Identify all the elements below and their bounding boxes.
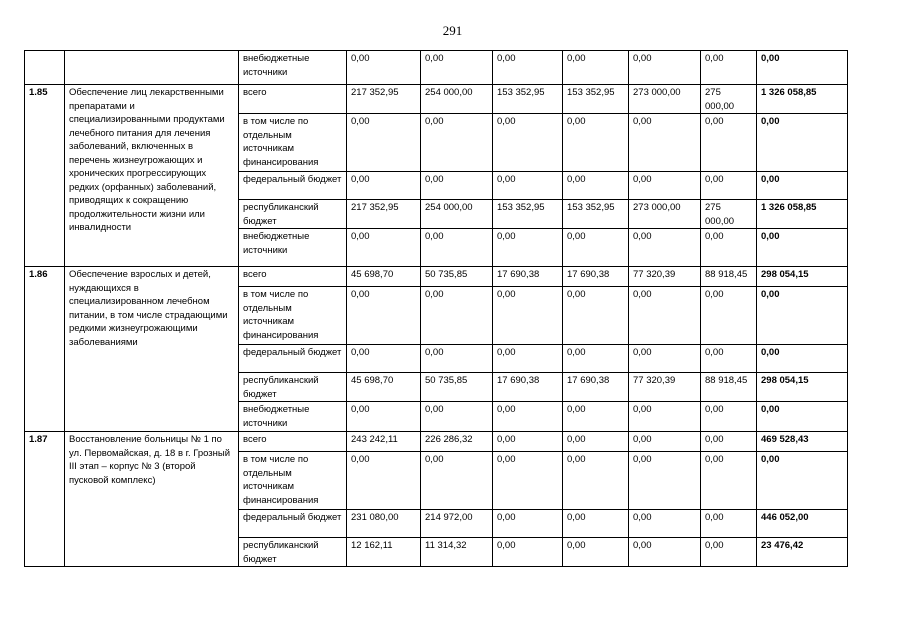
value-cell: 0,00	[347, 229, 421, 267]
value-cell: 0,00	[563, 345, 629, 373]
value-cell: 0,00	[493, 432, 563, 452]
funding-source-cell: всего	[239, 85, 347, 114]
value-cell: 0,00	[347, 51, 421, 85]
value-cell: 17 690,38	[563, 267, 629, 287]
value-cell: 0,00	[629, 229, 701, 267]
value-cell: 243 242,11	[347, 432, 421, 452]
funding-source-cell: в том числе по отдельным источникам финансирования	[239, 452, 347, 510]
funding-source-cell: республиканский бюджет	[239, 200, 347, 229]
value-cell: 0,00	[493, 452, 563, 510]
value-cell: 0,00	[563, 538, 629, 567]
value-cell: 0,00	[421, 287, 493, 345]
value-cell: 45 698,70	[347, 373, 421, 402]
value-cell: 0,00	[421, 402, 493, 432]
value-cell: 0,00	[563, 510, 629, 538]
table-row	[25, 267, 848, 287]
funding-source-cell: в том числе по отдельным источникам финансирования	[239, 287, 347, 345]
funding-source-cell: федеральный бюджет	[239, 510, 347, 538]
funding-source-cell: федеральный бюджет	[239, 345, 347, 373]
value-cell: 0,00	[701, 172, 757, 200]
total-value-cell: 0,00	[757, 114, 848, 172]
value-cell: 226 286,32	[421, 432, 493, 452]
value-cell: 45 698,70	[347, 267, 421, 287]
value-cell: 0,00	[347, 345, 421, 373]
item-description-cell: Обеспечение взрослых и детей, нуждающихся в специализированном лечебном питании, в том числе страдающими редкими жизнеугрожающими заболеваниями	[65, 267, 239, 432]
value-cell: 153 352,95	[563, 200, 629, 229]
value-cell: 153 352,95	[493, 85, 563, 114]
value-cell: 0,00	[563, 287, 629, 345]
value-cell: 231 080,00	[347, 510, 421, 538]
value-cell: 0,00	[629, 510, 701, 538]
value-cell: 50 735,85	[421, 373, 493, 402]
item-number-cell: 1.85	[25, 85, 65, 267]
value-cell: 0,00	[563, 229, 629, 267]
total-value-cell: 0,00	[757, 172, 848, 200]
total-value-cell: 298 054,15	[757, 267, 848, 287]
value-cell: 0,00	[493, 229, 563, 267]
total-value-cell: 1 326 058,85	[757, 200, 848, 229]
value-cell: 17 690,38	[493, 373, 563, 402]
value-cell: 0,00	[563, 51, 629, 85]
funding-source-cell: всего	[239, 432, 347, 452]
value-cell: 0,00	[563, 452, 629, 510]
value-cell: 0,00	[629, 51, 701, 85]
total-value-cell: 0,00	[757, 452, 848, 510]
table-row	[25, 51, 848, 85]
value-cell: 88 918,45	[701, 267, 757, 287]
value-cell: 77 320,39	[629, 267, 701, 287]
value-cell: 0,00	[629, 402, 701, 432]
value-cell: 0,00	[347, 452, 421, 510]
value-cell: 77 320,39	[629, 373, 701, 402]
funding-source-cell: внебюджетные источники	[239, 51, 347, 85]
total-value-cell: 1 326 058,85	[757, 85, 848, 114]
value-cell: 0,00	[493, 402, 563, 432]
budget-table	[24, 50, 848, 567]
total-value-cell: 0,00	[757, 51, 848, 85]
total-value-cell: 469 528,43	[757, 432, 848, 452]
value-cell: 217 352,95	[347, 85, 421, 114]
table-row	[25, 432, 848, 452]
value-cell: 0,00	[701, 229, 757, 267]
item-number-cell: 1.87	[25, 432, 65, 567]
value-cell: 254 000,00	[421, 200, 493, 229]
value-cell: 11 314,32	[421, 538, 493, 567]
value-cell: 0,00	[493, 345, 563, 373]
value-cell: 0,00	[421, 345, 493, 373]
value-cell: 0,00	[701, 114, 757, 172]
value-cell: 0,00	[563, 432, 629, 452]
value-cell: 12 162,11	[347, 538, 421, 567]
funding-source-cell: республиканский бюджет	[239, 373, 347, 402]
item-description-cell: Обеспечение лиц лекарственными препаратами и специализированными продуктами лечебного питания для лечения заболеваний, включенных в перечень жизнеугрожающих и хронических прогрессирующих редких (орфанных) заболеваний, приводящих к сокращению продолжительности жизни или инвалидности	[65, 85, 239, 267]
value-cell: 0,00	[563, 114, 629, 172]
total-value-cell: 0,00	[757, 345, 848, 373]
value-cell: 0,00	[701, 452, 757, 510]
total-value-cell: 298 054,15	[757, 373, 848, 402]
value-cell: 0,00	[493, 51, 563, 85]
value-cell: 0,00	[701, 432, 757, 452]
value-cell: 273 000,00	[629, 200, 701, 229]
page-number: 291	[442, 23, 463, 38]
value-cell: 0,00	[701, 345, 757, 373]
value-cell: 0,00	[629, 432, 701, 452]
value-cell: 0,00	[629, 345, 701, 373]
total-value-cell: 446 052,00	[757, 510, 848, 538]
value-cell: 0,00	[493, 287, 563, 345]
funding-source-cell: внебюджетные источники	[239, 402, 347, 432]
value-cell: 0,00	[701, 538, 757, 567]
total-value-cell: 23 476,42	[757, 538, 848, 567]
value-cell: 0,00	[701, 402, 757, 432]
value-cell: 0,00	[421, 114, 493, 172]
value-cell: 88 918,45	[701, 373, 757, 402]
item-description-cell	[65, 51, 239, 85]
funding-source-cell: внебюджетные источники	[239, 229, 347, 267]
value-cell: 0,00	[629, 172, 701, 200]
total-value-cell: 0,00	[757, 287, 848, 345]
value-cell: 0,00	[701, 287, 757, 345]
value-cell: 0,00	[629, 452, 701, 510]
value-cell: 50 735,85	[421, 267, 493, 287]
value-cell: 254 000,00	[421, 85, 493, 114]
value-cell: 0,00	[629, 287, 701, 345]
value-cell: 275 000,00	[701, 200, 757, 229]
value-cell: 0,00	[629, 114, 701, 172]
item-number-cell: 1.86	[25, 267, 65, 432]
value-cell: 0,00	[421, 51, 493, 85]
item-description-cell: Восстановление больницы № 1 по ул. Первомайская, д. 18 в г. Грозный III этап – корпус № 3 (второй пусковой комплекс)	[65, 432, 239, 567]
value-cell: 217 352,95	[347, 200, 421, 229]
value-cell: 0,00	[493, 172, 563, 200]
total-value-cell: 0,00	[757, 402, 848, 432]
value-cell: 0,00	[347, 402, 421, 432]
funding-source-cell: всего	[239, 267, 347, 287]
value-cell: 214 972,00	[421, 510, 493, 538]
value-cell: 275 000,00	[701, 85, 757, 114]
value-cell: 0,00	[347, 114, 421, 172]
item-number-cell	[25, 51, 65, 85]
total-value-cell: 0,00	[757, 229, 848, 267]
value-cell: 153 352,95	[563, 85, 629, 114]
value-cell: 17 690,38	[493, 267, 563, 287]
value-cell: 0,00	[421, 229, 493, 267]
funding-source-cell: республиканский бюджет	[239, 538, 347, 567]
value-cell: 0,00	[563, 402, 629, 432]
funding-source-cell: федеральный бюджет	[239, 172, 347, 200]
value-cell: 0,00	[493, 538, 563, 567]
value-cell: 17 690,38	[563, 373, 629, 402]
value-cell: 0,00	[701, 510, 757, 538]
table-row	[25, 85, 848, 114]
value-cell: 0,00	[347, 172, 421, 200]
value-cell: 153 352,95	[493, 200, 563, 229]
value-cell: 0,00	[629, 538, 701, 567]
value-cell: 0,00	[347, 287, 421, 345]
value-cell: 0,00	[421, 452, 493, 510]
value-cell: 0,00	[493, 114, 563, 172]
value-cell: 0,00	[493, 510, 563, 538]
value-cell: 273 000,00	[629, 85, 701, 114]
value-cell: 0,00	[421, 172, 493, 200]
value-cell: 0,00	[701, 51, 757, 85]
value-cell: 0,00	[563, 172, 629, 200]
funding-source-cell: в том числе по отдельным источникам финансирования	[239, 114, 347, 172]
